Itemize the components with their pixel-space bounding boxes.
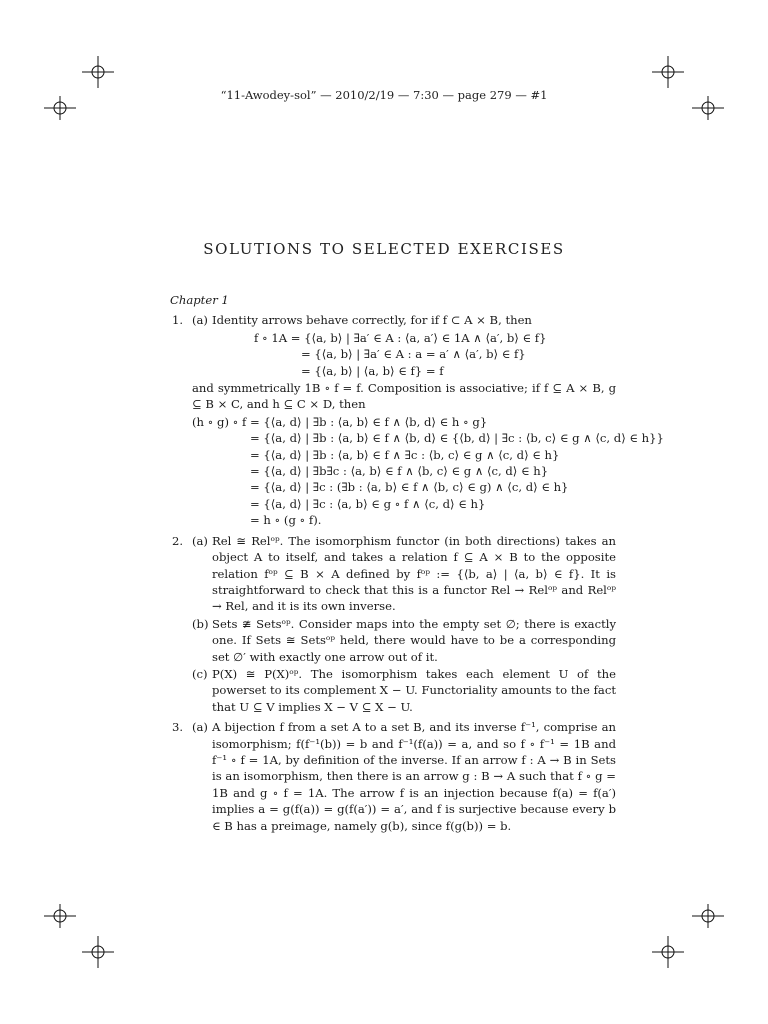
- exercise-2c: [192, 666, 616, 715]
- running-head: “11-Awodey-sol” — 2010/2/19 — 7:30 — page 279 — #1: [220, 88, 548, 102]
- exercise-number: 3.: [172, 720, 184, 735]
- exercise-1a-intro: Identity arrows behave correctly, for if f ⊂ A × B, then: [212, 313, 532, 328]
- equation-line: = {⟨a, d⟩ | ∃b : ⟨a, b⟩ ∈ f ∧ ⟨b, d⟩ ∈ {⟨b, d⟩ | ∃c : ⟨b, c⟩ ∈ g ∧ ⟨c, d⟩ ∈ h}}: [250, 431, 664, 446]
- crop-mark-top-left-outer: [78, 52, 118, 92]
- registration-target-icon: [40, 896, 80, 936]
- identity-equation: [192, 330, 616, 379]
- equation-line: (h ∘ g) ∘ f = {⟨a, d⟩ | ∃b : ⟨a, b⟩ ∈ f ∧ ⟨b, d⟩ ∈ h ∘ g}: [192, 414, 488, 429]
- exercise-1-middle-text: and symmetrically 1B ∘ f = f. Composition is associative; if f ⊆ A × B, g ⊆ B × C, and h ⊆ C × D, then: [192, 381, 616, 412]
- crop-mark-top-right-outer: [648, 52, 688, 92]
- associativity-equation: [192, 414, 664, 529]
- equation-line: = {⟨a, d⟩ | ∃c : ⟨a, b⟩ ∈ g ∘ f ∧ ⟨c, d⟩ ∈ h}: [250, 496, 486, 511]
- exercise-3: [170, 719, 616, 834]
- part-label: (a): [192, 720, 208, 735]
- equation-line: = h ∘ (g ∘ f).: [250, 513, 322, 528]
- exercise-2b-text: Sets ≇ Setsᵒᵖ. Consider maps into the empty set ∅; there is exactly one. If Sets ≅ Setsᵒᵖ held, there would have to be a corresponding set ∅′ with exactly one arrow out of it.: [212, 616, 616, 664]
- equation-line: = {⟨a, d⟩ | ∃b∃c : ⟨a, b⟩ ∈ f ∧ ⟨b, c⟩ ∈ g ∧ ⟨c, d⟩ ∈ h}: [250, 464, 549, 479]
- equation-line: = {⟨a, b⟩ | ⟨a, b⟩ ∈ f} = f: [301, 363, 444, 378]
- registration-target-icon: [688, 896, 728, 936]
- page-title: SOLUTIONS TO SELECTED EXERCISES: [203, 240, 565, 258]
- exercise-1: [170, 312, 664, 528]
- part-label: (a): [192, 313, 208, 328]
- solutions-body: [170, 292, 664, 834]
- part-label: (c): [192, 666, 208, 681]
- exercise-2a: [192, 533, 616, 615]
- equation-line: = {⟨a, d⟩ | ∃c : (∃b : ⟨a, b⟩ ∈ f ∧ ⟨b, c⟩ ∈ g) ∧ ⟨c, d⟩ ∈ h}: [250, 480, 569, 495]
- equation-line: = {⟨a, d⟩ | ∃b : ⟨a, b⟩ ∈ f ∧ ∃c : ⟨b, c⟩ ∈ g ∧ ⟨c, d⟩ ∈ h}: [250, 447, 560, 462]
- crop-mark-bottom-left-outer: [78, 932, 118, 972]
- registration-target-icon: [78, 932, 118, 972]
- exercise-number: 2.: [172, 533, 184, 548]
- registration-target-icon: [78, 52, 118, 92]
- exercise-2c-text: P(X) ≅ P(X)ᵒᵖ. The isomorphism takes each element U of the powerset to its complement X − U. Functoriality amounts to the fact that U ⊆ V implies X − V ⊆ X − U.: [212, 666, 616, 714]
- part-label: (b): [192, 616, 209, 631]
- exercise-2: [170, 533, 616, 715]
- equation-line: f ∘ 1A = {⟨a, b⟩ | ∃a′ ∈ A : ⟨a, a′⟩ ∈ 1A ∧ ⟨a′, b⟩ ∈ f}: [254, 330, 547, 345]
- crop-mark-bottom-right-outer: [648, 932, 688, 972]
- crop-mark-bottom-left-inner: [40, 896, 80, 936]
- registration-target-icon: [648, 52, 688, 92]
- exercise-number: 1.: [172, 313, 184, 328]
- exercise-3a-text: A bijection f from a set A to a set B, and its inverse f⁻¹, comprise an isomorphism; f(f⁻¹(b)) = b and f⁻¹(f(a)) = a, and so f ∘ f⁻¹ = 1B and f⁻¹ ∘ f = 1A, by definition of the inverse. If an arrow f : A → B in Sets is an isomorphism, then there is an arrow g : B → A such that f ∘ g = 1B and g ∘ f = 1A. The arrow f is an injection because f(a) = f(a′) implies a = g(f(a)) = g(f(a′)) = a′, and f is surjective because every b ∈ B has a preimage, namely g(b), since f(g(b)) = b.: [212, 720, 616, 833]
- registration-target-icon: [648, 932, 688, 972]
- chapter-label: Chapter 1: [170, 293, 229, 307]
- part-label: (a): [192, 533, 208, 548]
- exercise-2b: [192, 616, 616, 665]
- exercise-1a: [192, 312, 616, 328]
- exercise-2a-text: Rel ≅ Relᵒᵖ. The isomorphism functor (in both directions) takes an object A to itself, and takes a relation f ⊆ A × B to the opposite relation fᵒᵖ ⊆ B × A defined by fᵒᵖ := {⟨b, a⟩ | ⟨a, b⟩ ∈ f}. It is straightforward to check that this is a functor Rel → Relᵒᵖ and Relᵒᵖ → Rel, and it is its own inverse.: [212, 533, 616, 614]
- equation-line: = {⟨a, b⟩ | ∃a′ ∈ A : a = a′ ∧ ⟨a′, b⟩ ∈ f}: [301, 347, 526, 362]
- exercise-3a: [192, 719, 616, 834]
- crop-mark-bottom-right-inner: [688, 896, 728, 936]
